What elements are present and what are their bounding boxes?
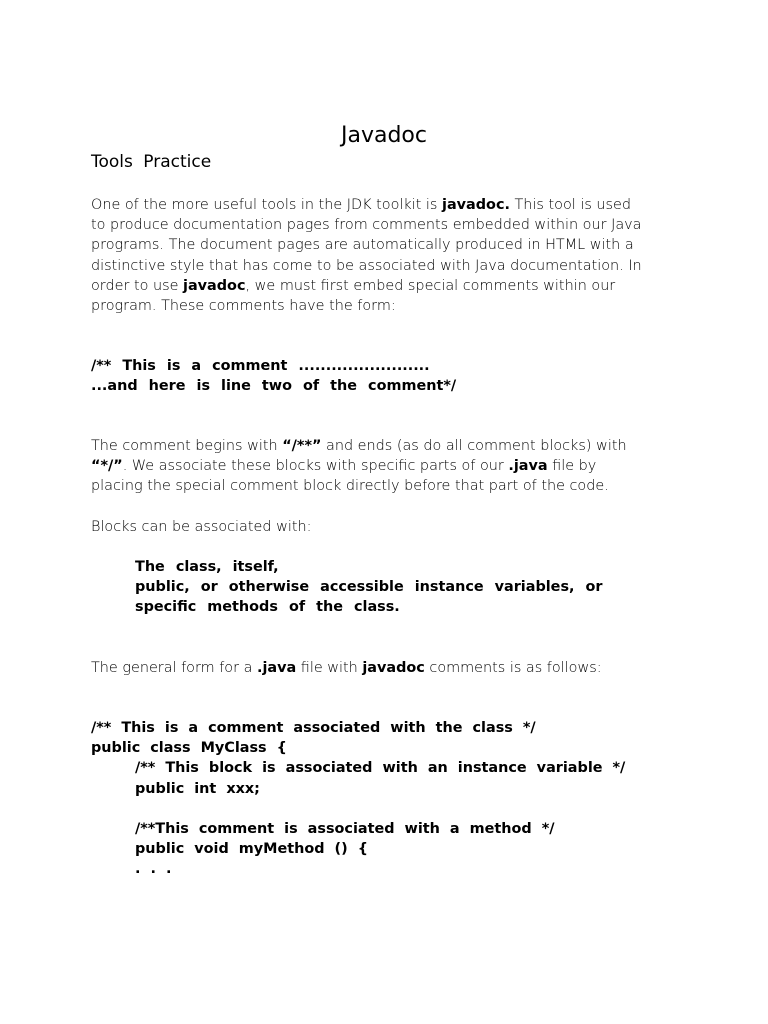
intro-line-1	[91, 195, 691, 215]
code-blank-line	[91, 799, 625, 819]
list-item: specific methods of the class.	[135, 599, 400, 616]
code-line: /** This block is associated with an instance variable */	[135, 760, 626, 777]
list-item: public, or otherwise accessible instance variables, or	[135, 579, 603, 596]
begins-line-2	[91, 456, 691, 476]
intro-text: , we must first embed special comments within our	[245, 277, 616, 294]
intro-line-5	[91, 276, 691, 296]
blocks-intro	[91, 517, 691, 537]
begins-text: . We associate these blocks with specific parts of our	[122, 458, 509, 475]
code-line: public int xxx;	[135, 780, 260, 797]
general-form-paragraph	[91, 658, 691, 678]
javadoc-term: javadoc	[183, 277, 246, 294]
list-item: The class, itself,	[135, 559, 279, 575]
javadoc-term: javadoc.	[442, 197, 510, 213]
begins-line-3: placing the special comment block directly before that part of the code.	[91, 478, 609, 495]
general-form-text: comments is as follows:	[424, 660, 602, 676]
java-extension: .java	[257, 660, 297, 676]
code-line: public void myMethod () {	[135, 841, 368, 858]
blocks-intro-text: Blocks can be associated with:	[91, 519, 312, 535]
code-line: public class MyClass {	[91, 740, 287, 757]
javadoc-term: javadoc	[362, 660, 425, 676]
code-line: /**This comment is associated with a method */	[135, 821, 555, 837]
begins-text: file by	[547, 458, 597, 475]
comment-begins-paragraph	[91, 436, 691, 497]
begins-text: The comment begins with	[91, 438, 283, 454]
general-form-text: The general form for a	[91, 660, 257, 676]
code-example	[91, 718, 625, 880]
code-line: /** This is a comment associated with the class */	[91, 720, 536, 736]
open-token: “/**”	[282, 438, 322, 454]
example-comment	[91, 356, 456, 396]
example-comment-line-2: ...and here is line two of the comment*/	[91, 378, 457, 395]
begins-text: and ends (as do all comment blocks) with	[321, 438, 627, 454]
blocks-list	[135, 557, 602, 618]
intro-text: This tool is used	[509, 197, 631, 213]
example-comment-line-1: /** This is a comment ........................	[91, 358, 430, 374]
intro-line-3: programs. The document pages are automatically produced in HTML with a	[91, 237, 634, 254]
general-form-text: file with	[296, 660, 363, 676]
intro-text: One of the more useful tools in the JDK toolkit is	[91, 197, 443, 213]
intro-line-6: program. These comments have the form:	[91, 298, 396, 315]
begins-line-1	[91, 436, 691, 456]
java-extension: .java	[508, 458, 548, 475]
general-form-line	[91, 658, 691, 678]
intro-line-4: distinctive style that has come to be associated with Java documentation. In	[91, 257, 642, 274]
page-subtitle: Tools Practice	[91, 152, 212, 172]
page-title: Javadoc	[341, 123, 427, 148]
code-line: . . .	[135, 861, 172, 878]
intro-paragraph	[91, 195, 691, 316]
intro-text: order to use	[91, 277, 184, 294]
intro-line-2: to produce documentation pages from comments embedded within our Java	[91, 217, 642, 234]
close-token: “*/”	[91, 458, 123, 475]
